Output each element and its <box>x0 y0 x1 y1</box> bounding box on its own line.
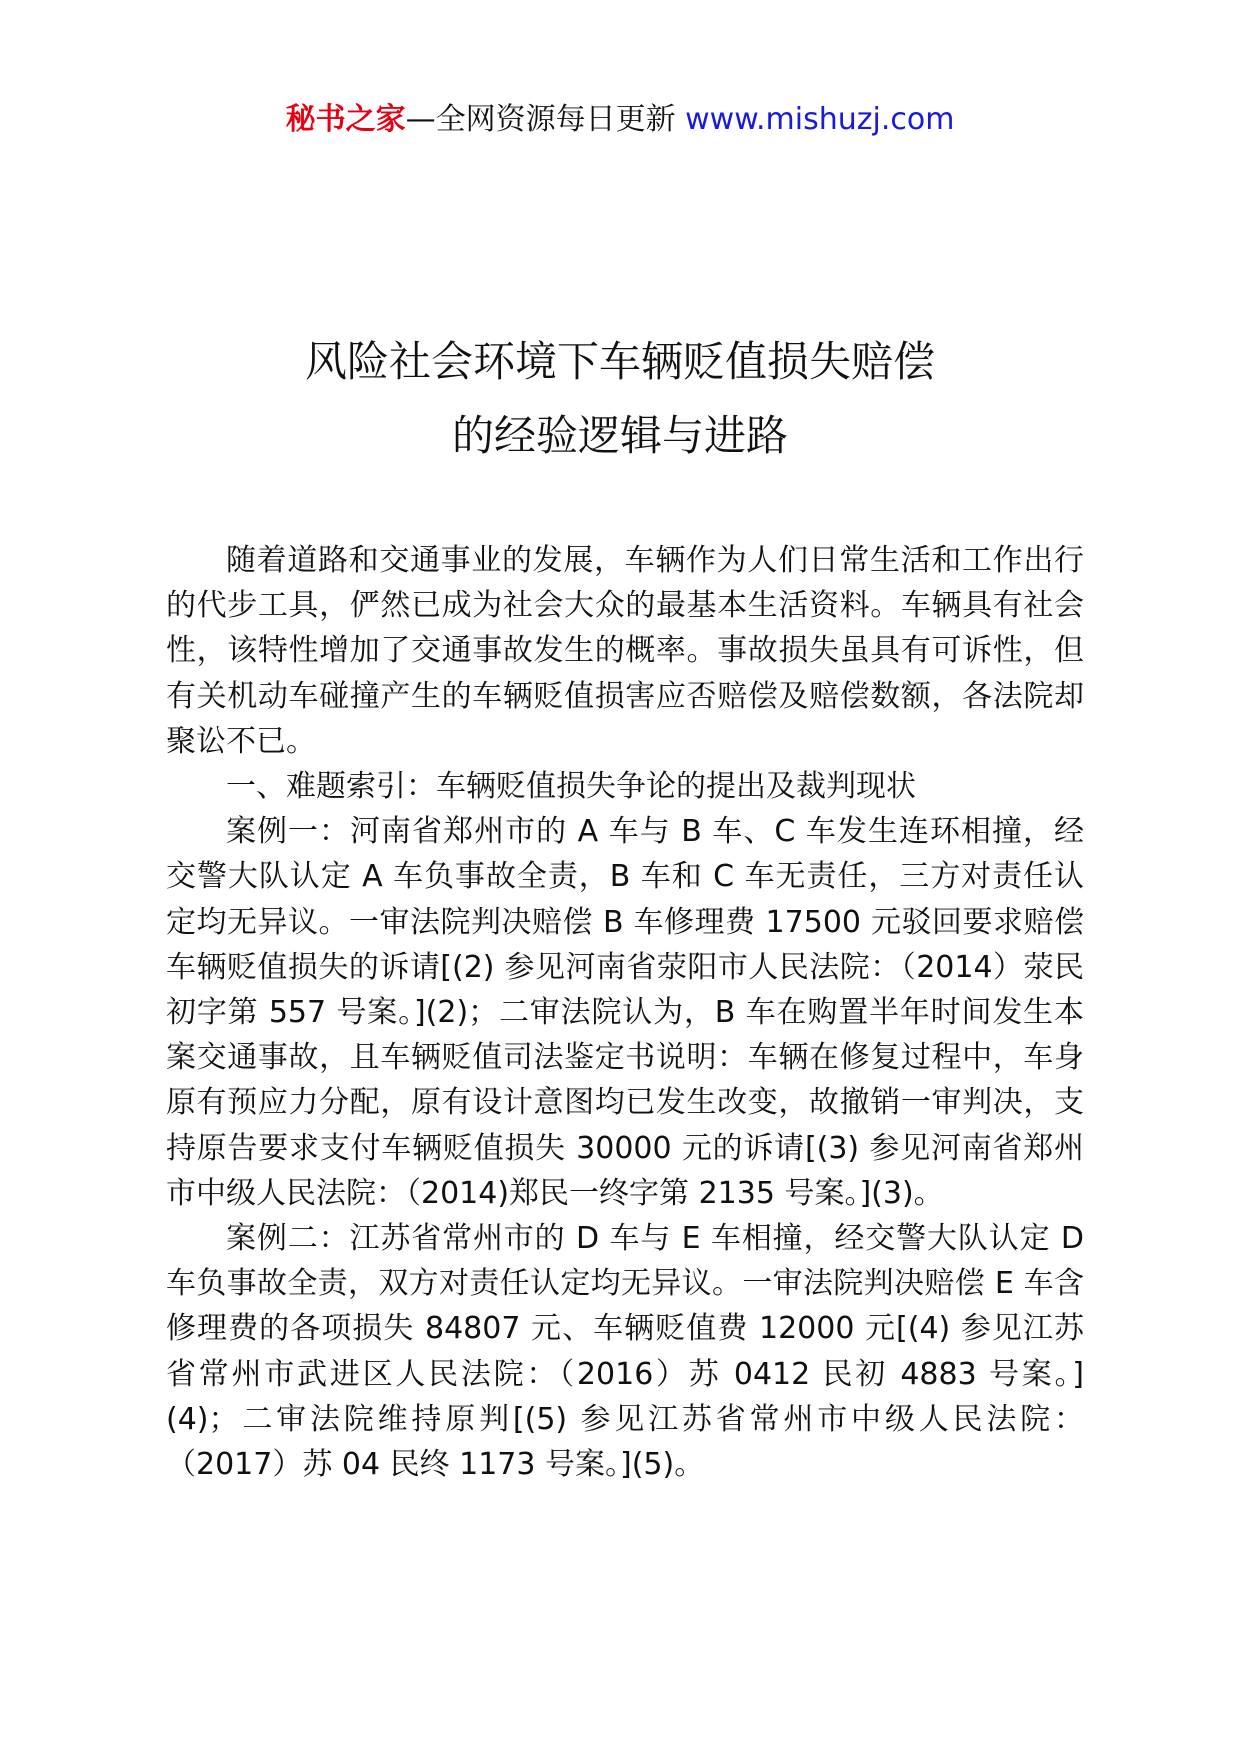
document-title <box>0 325 1240 473</box>
paragraph-intro: 随着道路和交通事业的发展，车辆作为人们日常生活和工作出行的代步工具，俨然已成为社会大众的最基本生活资料。车辆具有社会性，该特性增加了交通事故发生的概率。事故损失虽具有可诉性，但有关机动车碰撞产生的车辆贬值损害应否赔偿及赔偿数额，各法院却聚讼不已。 <box>166 543 1084 759</box>
title-line-2: 的经验逻辑与进路 <box>451 411 788 460</box>
paragraph-case-1: 案例一：河南省郑州市的 A 车与 B 车、C 车发生连环相撞，经交警大队认定 A 车负事故全责，B 车和 C 车无责任，三方对责任认定均无异议。一审法院判决赔偿 B 车修理费 17500 元驳回要求赔偿车辆贬值损失的诉请[(2) 参见河南省荥阳市人民法院：（2014）荥民初字第 557 号案。](2)；二审法院认为，B 车在购置半年时间发生本案交通事故，且车辆贬值司法鉴定书说明：车辆在修复过程中，车身原有预应力分配，原有设计意图均已发生改变，故撤销一审判决，支持原告要求支付车辆贬值损失 30000 元的诉请[(3) 参见河南省郑州市中级人民法院：（2014)郑民一终字第 2135 号案。](3)。 <box>166 814 1084 1211</box>
page-header <box>0 100 1240 140</box>
paragraph-case-2: 案例二：江苏省常州市的 D 车与 E 车相撞，经交警大队认定 D 车负事故全责，双方对责任认定均无异议。一审法院判决赔偿 E 车含修理费的各项损失 84807 元、车辆贬值费 12000 元[(4) 参见江苏省常州市武进区人民法院：（2016）苏 0412 民初 4883 号案。](4)；二审法院维持原判[(5) 参见江苏省常州市中级人民法院：（2017）苏 04 民终 1173 号案。](5)。 <box>166 1221 1084 1483</box>
section-heading-1: 一、难题索引：车辆贬值损失争论的提出及裁判现状 <box>226 769 916 805</box>
header-tagline: —全网资源每日更新 <box>405 102 686 137</box>
header-url-link[interactable]: www.mishuzj.com <box>685 102 955 137</box>
document-body <box>166 538 1084 1487</box>
header-brand: 秘书之家 <box>285 102 406 137</box>
title-line-1: 风险社会环境下车辆贬值损失赔偿 <box>304 337 935 386</box>
